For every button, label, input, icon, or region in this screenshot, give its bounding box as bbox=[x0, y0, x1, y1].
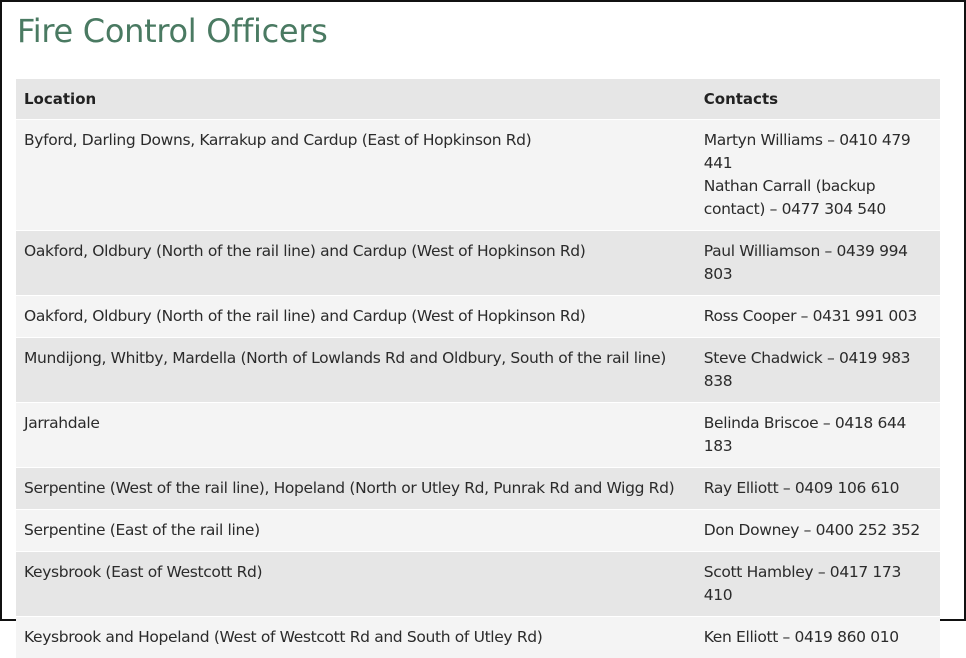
location-cell: Jarrahdale bbox=[16, 403, 696, 468]
contact-entry: Paul Williamson – 0439 994 803 bbox=[704, 240, 932, 286]
table-row bbox=[16, 338, 940, 403]
contacts-cell bbox=[696, 552, 940, 617]
fire-control-officers-table bbox=[16, 79, 940, 658]
contacts-cell bbox=[696, 338, 940, 403]
contact-entry: Belinda Briscoe – 0418 644 183 bbox=[704, 412, 932, 458]
table-row bbox=[16, 296, 940, 338]
contact-entry: Scott Hambley – 0417 173 410 bbox=[704, 561, 932, 607]
table-row bbox=[16, 617, 940, 658]
table-body bbox=[16, 120, 940, 658]
location-cell: Oakford, Oldbury (North of the rail line) and Cardup (West of Hopkinson Rd) bbox=[16, 231, 696, 296]
location-cell: Mundijong, Whitby, Mardella (North of Lowlands Rd and Oldbury, South of the rail line) bbox=[16, 338, 696, 403]
location-cell: Serpentine (East of the rail line) bbox=[16, 510, 696, 552]
contacts-cell bbox=[696, 510, 940, 552]
contact-entry: Ray Elliott – 0409 106 610 bbox=[704, 477, 932, 500]
table-row bbox=[16, 403, 940, 468]
table-row bbox=[16, 510, 940, 552]
location-cell: Serpentine (West of the rail line), Hopeland (North or Utley Rd, Punrak Rd and Wigg Rd) bbox=[16, 468, 696, 510]
location-cell: Keysbrook (East of Westcott Rd) bbox=[16, 552, 696, 617]
contact-entry: Ken Elliott – 0419 860 010 bbox=[704, 626, 932, 649]
location-cell: Oakford, Oldbury (North of the rail line) and Cardup (West of Hopkinson Rd) bbox=[16, 296, 696, 338]
contact-entry: Nathan Carrall (backup contact) – 0477 304 540 bbox=[704, 175, 932, 221]
table-row bbox=[16, 120, 940, 231]
contacts-cell bbox=[696, 231, 940, 296]
location-cell: Byford, Darling Downs, Karrakup and Cardup (East of Hopkinson Rd) bbox=[16, 120, 696, 231]
contacts-cell bbox=[696, 403, 940, 468]
contacts-cell bbox=[696, 617, 940, 658]
contacts-cell bbox=[696, 296, 940, 338]
page-title: Fire Control Officers bbox=[17, 11, 328, 51]
contact-entry: Steve Chadwick – 0419 983 838 bbox=[704, 347, 932, 393]
contacts-cell bbox=[696, 120, 940, 231]
column-header-contacts: Contacts bbox=[696, 79, 940, 120]
table-row bbox=[16, 231, 940, 296]
contact-entry: Don Downey – 0400 252 352 bbox=[704, 519, 932, 542]
contact-entry: Ross Cooper – 0431 991 003 bbox=[704, 305, 932, 328]
column-header-location: Location bbox=[16, 79, 696, 120]
table-row bbox=[16, 552, 940, 617]
contacts-cell bbox=[696, 468, 940, 510]
contact-entry: Martyn Williams – 0410 479 441 bbox=[704, 129, 932, 175]
table-header-row bbox=[16, 79, 940, 120]
table-row bbox=[16, 468, 940, 510]
location-cell: Keysbrook and Hopeland (West of Westcott Rd and South of Utley Rd) bbox=[16, 617, 696, 658]
